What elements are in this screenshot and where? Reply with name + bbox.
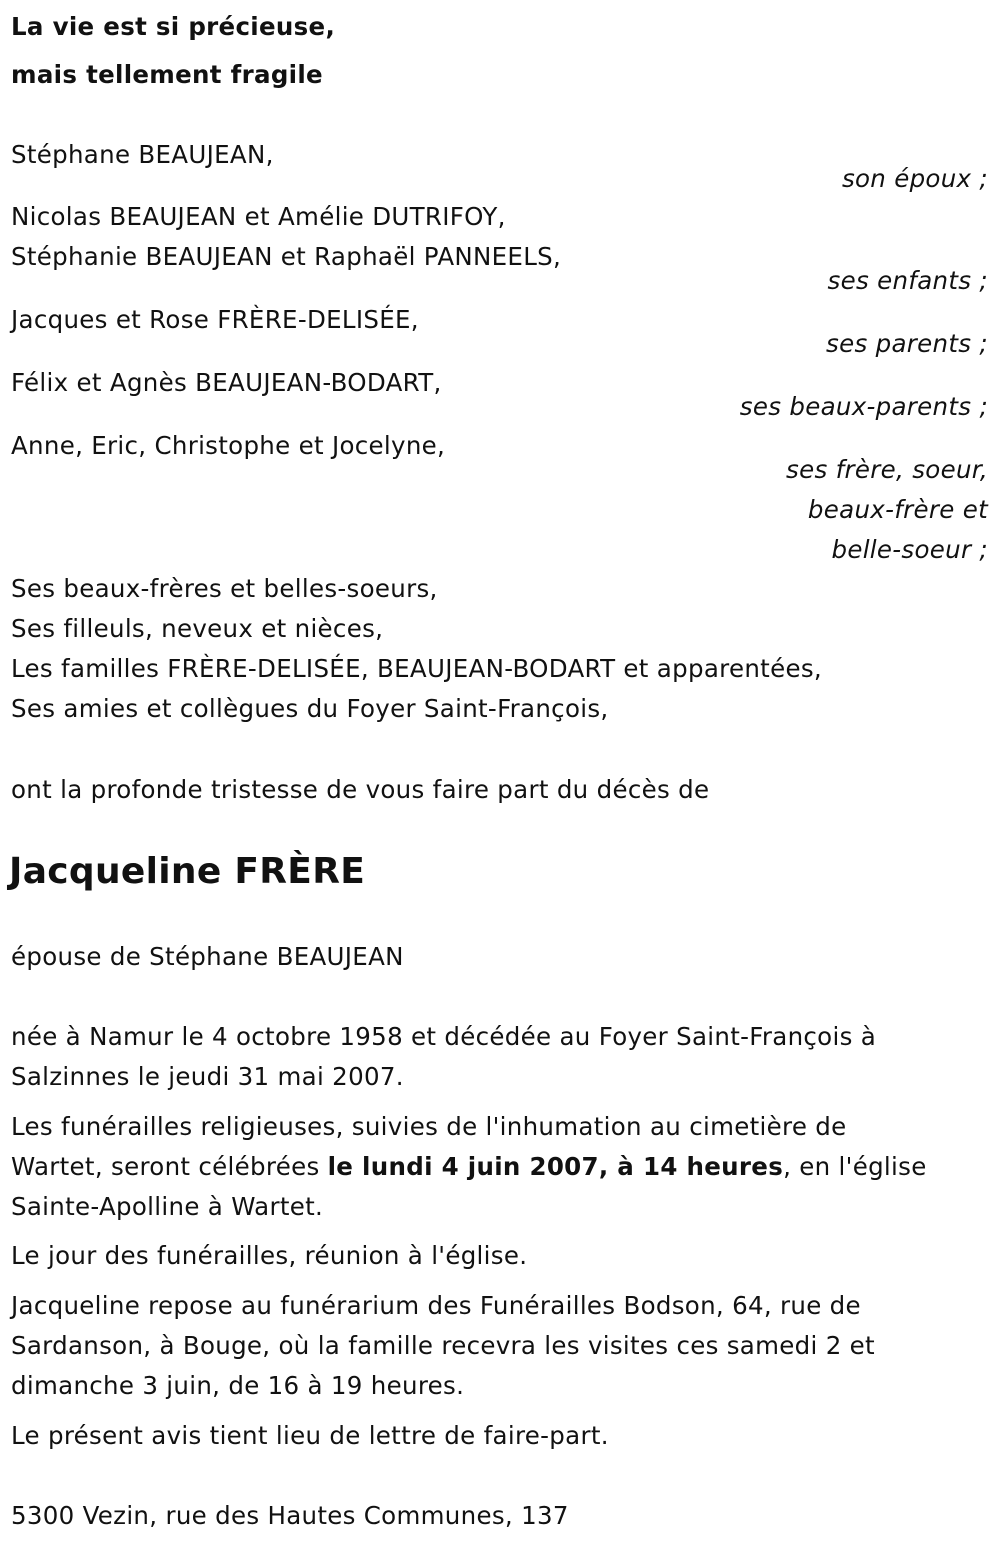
funeral-line-2 (11, 1152, 927, 1182)
relatives-line-2: Ses filleuls, neveux et nièces, (11, 614, 384, 643)
siblings-role-3: belle-soeur ; (831, 535, 988, 564)
child-2: Stéphanie BEAUJEAN et Raphaël PANNEELS, (11, 242, 562, 271)
header-line-2: mais tellement fragile (11, 60, 323, 89)
announcement-text: ont la profonde tristesse de vous faire part du décès de (11, 775, 710, 804)
meeting-text: Le jour des funérailles, réunion à l'église. (11, 1241, 528, 1270)
relatives-line-4: Ses amies et collègues du Foyer Saint-François, (11, 694, 609, 723)
funeral-line-3: Sainte-Apolline à Wartet. (11, 1192, 324, 1221)
spouse-name: Stéphane BEAUJEAN, (11, 140, 274, 169)
relatives-line-1: Ses beaux-frères et belles-soeurs, (11, 574, 438, 603)
spouse-role: son époux ; (841, 164, 988, 193)
notice-text: Le présent avis tient lieu de lettre de faire-part. (11, 1421, 609, 1450)
visit-line-1: Jacqueline repose au funérarium des Funérailles Bodson, 64, rue de (11, 1291, 861, 1320)
parents-names: Jacques et Rose FRÈRE-DELISÉE, (11, 305, 419, 334)
funeral-line-2-post: , en l'église (783, 1152, 927, 1181)
funeral-line-2-pre: Wartet, seront célébrées (11, 1152, 328, 1181)
in-laws-names: Félix et Agnès BEAUJEAN-BODART, (11, 368, 442, 397)
siblings-role-2: beaux-frère et (807, 495, 988, 524)
in-laws-role: ses beaux-parents ; (739, 392, 988, 421)
visit-line-3: dimanche 3 juin, de 16 à 19 heures. (11, 1371, 465, 1400)
siblings-role-1: ses frère, soeur, (786, 455, 988, 484)
birth-death-line-1: née à Namur le 4 octobre 1958 et décédée au Foyer Saint-François à (11, 1022, 877, 1051)
visit-line-2: Sardanson, à Bouge, où la famille recevra les visites ces samedi 2 et (11, 1331, 875, 1360)
birth-death-line-2: Salzinnes le jeudi 31 mai 2007. (11, 1062, 404, 1091)
funeral-date-time: le lundi 4 juin 2007, à 14 heures (327, 1152, 784, 1181)
family-address: 5300 Vezin, rue des Hautes Communes, 137 (11, 1501, 569, 1530)
deceased-name: Jacqueline FRÈRE (9, 851, 366, 892)
siblings-names: Anne, Eric, Christophe et Jocelyne, (11, 431, 446, 460)
relatives-line-3: Les familles FRÈRE-DELISÉE, BEAUJEAN-BODART et apparentées, (11, 654, 822, 683)
child-1: Nicolas BEAUJEAN et Amélie DUTRIFOY, (11, 202, 506, 231)
header-line-1: La vie est si précieuse, (11, 12, 336, 41)
spouse-of-text: épouse de Stéphane BEAUJEAN (11, 942, 404, 971)
parents-role: ses parents ; (826, 329, 988, 358)
funeral-line-1: Les funérailles religieuses, suivies de l'inhumation au cimetière de (11, 1112, 847, 1141)
children-role: ses enfants ; (827, 266, 988, 295)
